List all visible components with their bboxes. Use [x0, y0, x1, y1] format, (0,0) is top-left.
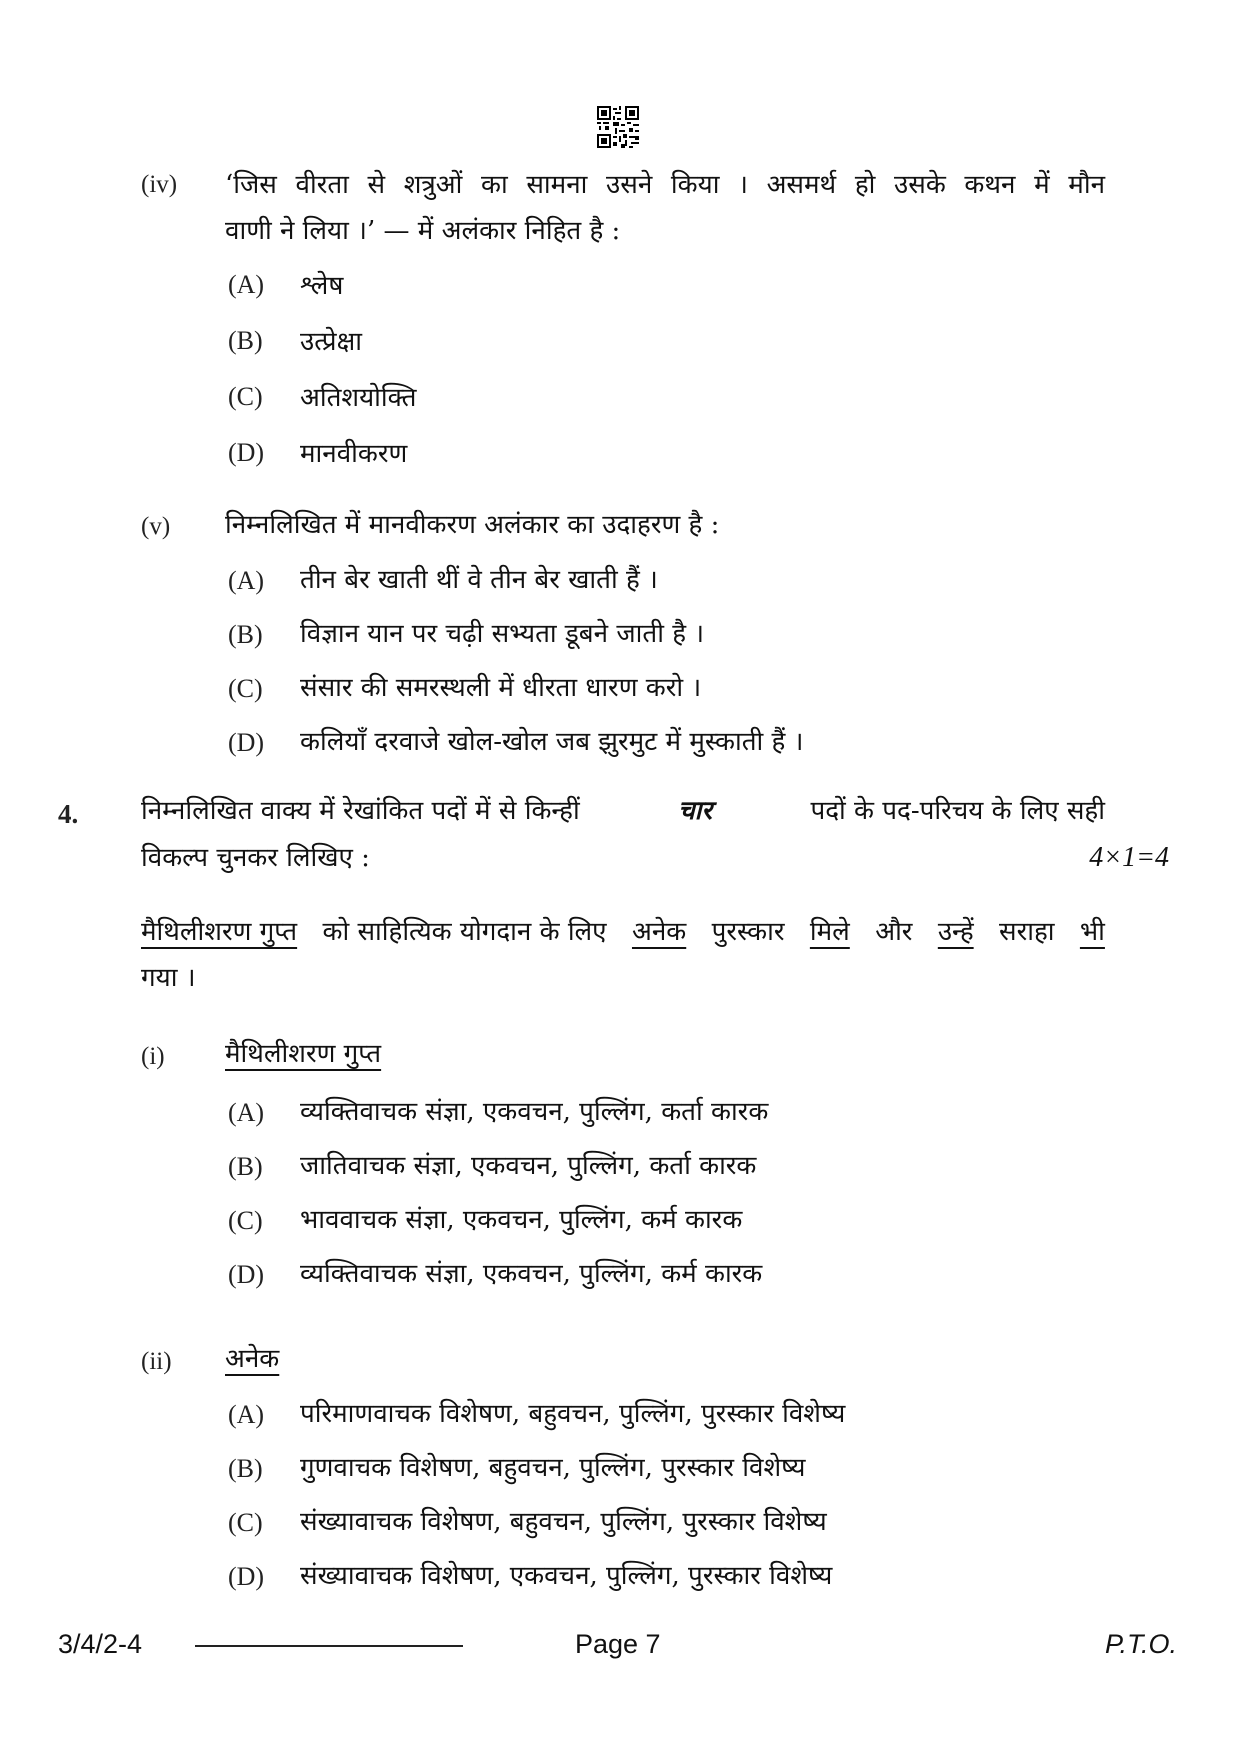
option-label: (C): [228, 1206, 263, 1235]
option-text: व्यक्तिवाचक संज्ञा, एकवचन, पुल्लिंग, कर्म कारक: [300, 1259, 763, 1289]
option-text: श्लेष: [300, 271, 344, 301]
page-number: Page 7: [575, 1629, 661, 1659]
sentence-text: और: [875, 917, 913, 947]
question-text: निम्नलिखित में मानवीकरण अलंकार का उदाहरण है :: [225, 510, 720, 540]
option-label: (B): [228, 326, 263, 355]
option-label: (B): [228, 620, 263, 649]
sentence-line1: [141, 914, 1105, 950]
underlined-word: मिले: [809, 917, 850, 947]
option-label: (A): [228, 1098, 265, 1127]
option-label: (A): [228, 566, 265, 595]
emphasis-word: चार: [678, 796, 713, 826]
term: मैथिलीशरण गुप्त: [225, 1039, 382, 1069]
underlined-word: भी: [1079, 917, 1105, 947]
option-text: संसार की समरस्थली में धीरता धारण करो ।: [300, 673, 702, 703]
subquestion-number: (i): [141, 1043, 165, 1070]
subquestion-number: (v): [141, 513, 171, 540]
subquestion-number: (iv): [141, 171, 178, 198]
term: अनेक: [225, 1344, 280, 1374]
option-text: व्यक्तिवाचक संज्ञा, एकवचन, पुल्लिंग, कर्ता कारक: [300, 1097, 769, 1127]
pto-label: P.T.O.: [1104, 1629, 1177, 1659]
option-label: (D): [228, 1260, 265, 1289]
option-label: (B): [228, 1152, 263, 1181]
underlined-word: अनेक: [631, 917, 687, 947]
option-text: संख्यावाचक विशेषण, बहुवचन, पुल्लिंग, पुरस्कार विशेष्य: [300, 1507, 827, 1537]
option-label: (D): [228, 1562, 265, 1591]
qr-code-icon: [597, 106, 639, 148]
underlined-word: उन्हें: [937, 917, 974, 947]
paper-code: 3/4/2-4: [58, 1629, 143, 1659]
option-text: मानवीकरण: [300, 439, 408, 469]
option-text: विज्ञान यान पर चढ़ी सभ्यता डूबने जाती है ।: [300, 619, 705, 649]
subquestion-number: (ii): [141, 1348, 172, 1375]
question-text-line2: विकल्प चुनकर लिखिए :: [141, 843, 370, 873]
option-text: परिमाणवाचक विशेषण, बहुवचन, पुल्लिंग, पुरस्कार विशेष्य: [300, 1399, 846, 1429]
option-label: (B): [228, 1454, 263, 1483]
question-text-line1: ‘जिस वीरता से शत्रुओं का सामना उसने किया । असमर्थ हो उसके कथन में मौन: [225, 170, 1105, 200]
question-text-line2: वाणी ने लिया ।’ — में अलंकार निहित है :: [225, 216, 621, 246]
question-text-line1: [141, 793, 1105, 829]
option-text: तीन बेर खाती थीं वे तीन बेर खाती हैं ।: [300, 565, 658, 595]
marks: 4×1=4: [1089, 842, 1169, 873]
option-text: कलियाँ दरवाजे खोल-खोल जब झुरमुट में मुस्काती हैं ।: [300, 727, 804, 757]
sentence-text: पुरस्कार: [711, 917, 785, 947]
option-label: (C): [228, 674, 263, 703]
option-label: (D): [228, 438, 265, 467]
option-label: (C): [228, 382, 263, 411]
question-text-part: निम्नलिखित वाक्य में रेखांकित पदों में से किन्हीं: [141, 796, 580, 826]
question-text-part: पदों के पद-परिचय के लिए सही: [810, 796, 1105, 826]
sentence-text: सराहा: [999, 917, 1055, 947]
option-text: उत्प्रेक्षा: [300, 327, 362, 357]
footer-divider: [195, 1645, 463, 1647]
underlined-word: मैथिलीशरण गुप्त: [141, 917, 298, 947]
option-text: गुणवाचक विशेषण, बहुवचन, पुल्लिंग, पुरस्कार विशेष्य: [300, 1453, 806, 1483]
sentence-text: को साहित्यिक योगदान के लिए: [322, 917, 607, 947]
option-text: भाववाचक संज्ञा, एकवचन, पुल्लिंग, कर्म कारक: [300, 1205, 743, 1235]
sentence-line2: गया ।: [141, 963, 196, 993]
option-text: संख्यावाचक विशेषण, एकवचन, पुल्लिंग, पुरस्कार विशेष्य: [300, 1561, 833, 1591]
option-label: (D): [228, 728, 265, 757]
option-label: (A): [228, 1400, 265, 1429]
option-label: (C): [228, 1508, 263, 1537]
option-text: जातिवाचक संज्ञा, एकवचन, पुल्लिंग, कर्ता कारक: [300, 1151, 757, 1181]
question-number: 4.: [58, 799, 79, 829]
option-text: अतिशयोक्ति: [300, 383, 417, 413]
option-label: (A): [228, 270, 265, 299]
